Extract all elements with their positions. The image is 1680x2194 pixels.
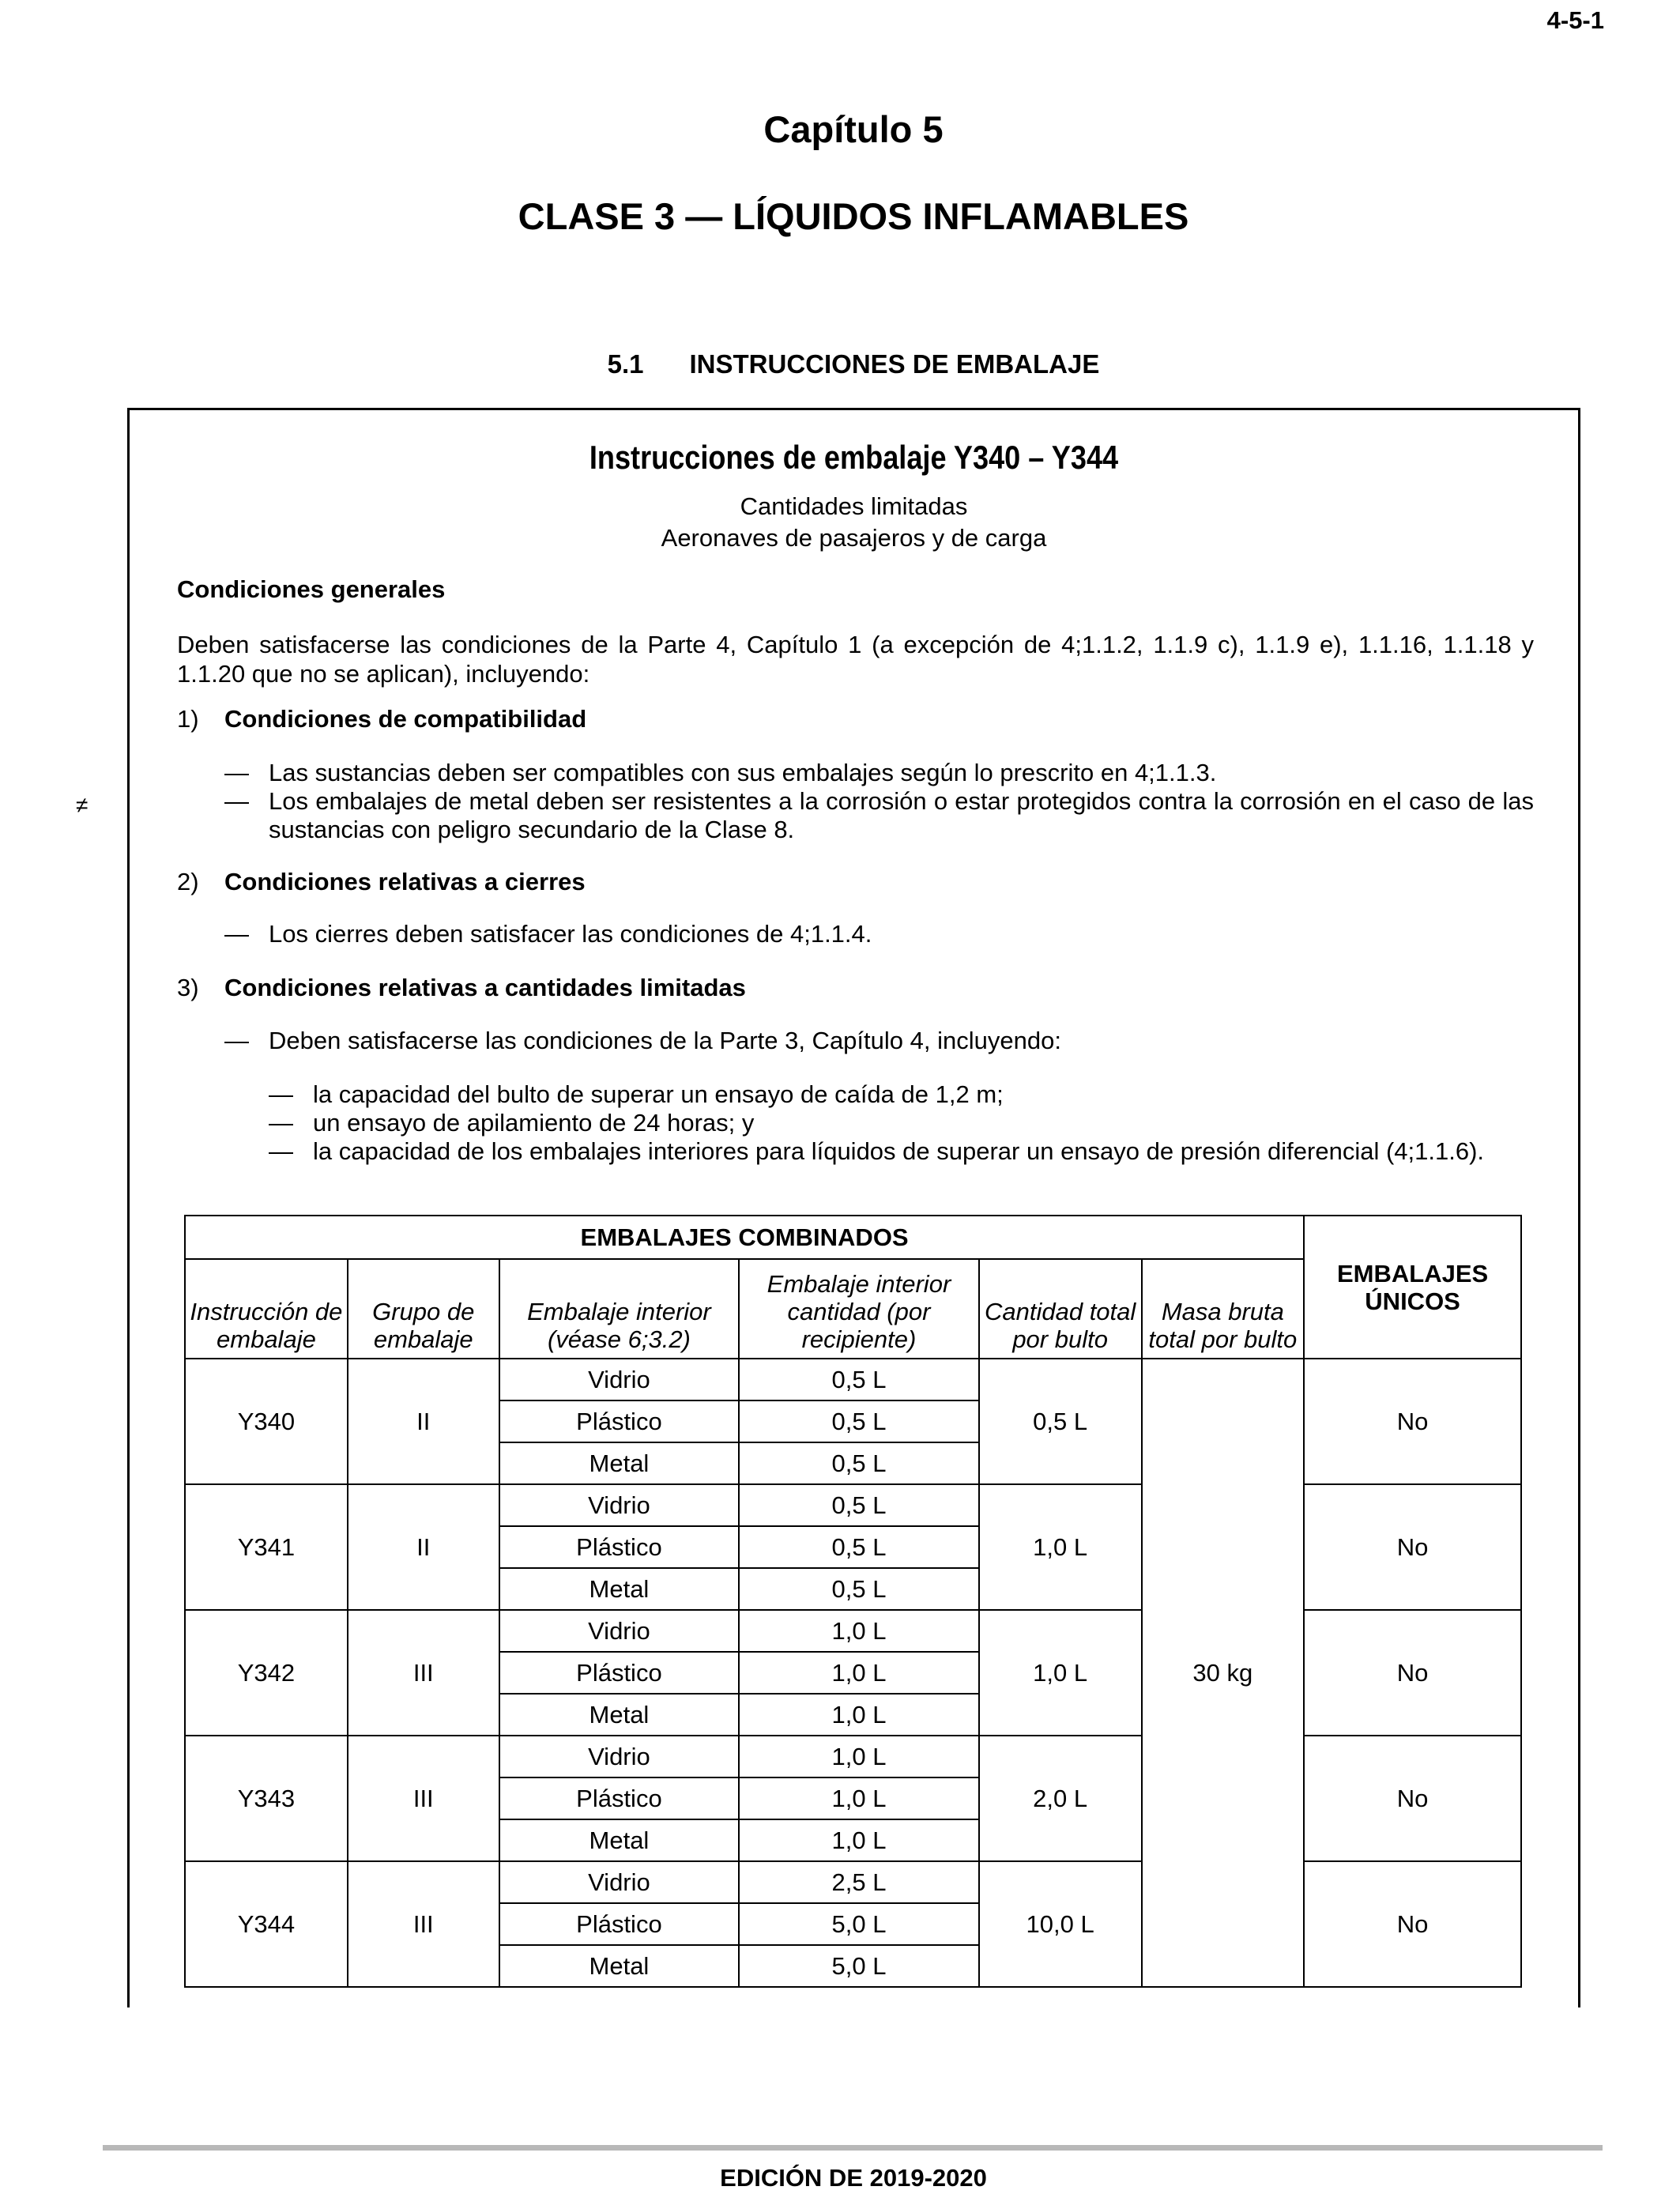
condition-2-item-1 (224, 920, 1534, 948)
inner-packaging-cell: Vidrio (499, 1359, 740, 1400)
condition-2-item-1-text: Los cierres deben satisfacer las condiciones de 4;1.1.4. (269, 920, 872, 948)
inner-packaging-cell: Plástico (499, 1652, 740, 1694)
table-row (185, 1861, 1521, 1903)
column-header-total-quantity: Cantidad total por bulto (979, 1259, 1142, 1359)
column-header-instruction: Instrucción de embalaje (185, 1259, 348, 1359)
inner-packaging-cell: Vidrio (499, 1484, 740, 1526)
table-row (185, 1359, 1521, 1400)
inner-quantity-cell: 5,0 L (739, 1903, 979, 1945)
inner-packaging-cell: Metal (499, 1568, 740, 1610)
packing-instruction-title: Instrucciones de embalaje Y340 – Y344 (589, 439, 1119, 476)
inner-quantity-cell: 1,0 L (739, 1652, 979, 1694)
condition-3-item-1-text: Deben satisfacerse las condiciones de la Parte 3, Capítulo 4, incluyendo: (269, 1027, 1061, 1054)
condition-1-item-2 (224, 787, 1534, 844)
condition-1-item-1-text: Las sustancias deben ser compatibles con sus embalajes según lo prescrito en 4;1.1.3. (269, 759, 1217, 786)
inner-quantity-cell: 1,0 L (739, 1819, 979, 1861)
condition-2-title: Condiciones relativas a cierres (224, 868, 586, 895)
column-header-inner-packaging: Embalaje interior (véase 6;3.2) (499, 1259, 740, 1359)
column-header-gross-mass: Masa bruta total por bulto (1142, 1259, 1305, 1359)
single-packaging-cell: No (1304, 1359, 1521, 1484)
condition-3-subitem-3-text: la capacidad de los embalajes interiores para líquidos de superar un ensayo de presión diferencial (4;1.1.6). (313, 1137, 1485, 1165)
inner-quantity-cell: 0,5 L (739, 1400, 979, 1442)
inner-quantity-cell: 1,0 L (739, 1736, 979, 1777)
single-packaging-cell: No (1304, 1861, 1521, 1987)
revision-mark: ≠ (76, 793, 89, 817)
class-title: CLASE 3 — LÍQUIDOS INFLAMABLES (518, 195, 1189, 237)
packaging-table (184, 1215, 1522, 1988)
single-packagings-header: EMBALAJES ÚNICOS (1304, 1216, 1521, 1359)
inner-quantity-cell: 0,5 L (739, 1359, 979, 1400)
inner-packaging-cell: Metal (499, 1442, 740, 1484)
packing-group-cell: III (348, 1861, 499, 1987)
inner-quantity-cell: 0,5 L (739, 1526, 979, 1568)
dash-bullet: — (269, 1080, 293, 1108)
condition-3-subitem-3 (269, 1137, 1534, 1166)
inner-quantity-cell: 2,5 L (739, 1861, 979, 1903)
inner-packaging-cell: Plástico (499, 1400, 740, 1442)
condition-3-subitem-1-text: la capacidad del bulto de superar un ensayo de caída de 1,2 m; (313, 1080, 1004, 1108)
inner-quantity-cell: 5,0 L (739, 1945, 979, 1987)
inner-quantity-cell: 1,0 L (739, 1777, 979, 1819)
section-title: INSTRUCCIONES DE EMBALAJE (689, 349, 1100, 379)
page-number: 4-5-1 (1546, 6, 1604, 34)
condition-2-number: 2) (177, 868, 199, 895)
general-conditions-heading: Condiciones generales (177, 575, 446, 603)
dash-bullet: — (269, 1109, 293, 1137)
packing-instruction-subtitle-1: Cantidades limitadas (740, 492, 968, 520)
condition-3-number: 3) (177, 974, 199, 1001)
instruction-cell: Y341 (185, 1484, 348, 1610)
condition-3-subitem-2-text: un ensayo de apilamiento de 24 horas; y (313, 1109, 755, 1137)
inner-packaging-cell: Metal (499, 1945, 740, 1987)
instruction-cell: Y342 (185, 1610, 348, 1736)
packing-group-cell: II (348, 1359, 499, 1484)
section-number: 5.1 (607, 349, 644, 379)
packing-group-cell: II (348, 1484, 499, 1610)
packing-group-cell: III (348, 1610, 499, 1736)
single-packaging-cell: No (1304, 1736, 1521, 1861)
condition-1-heading (177, 704, 1534, 736)
inner-packaging-cell: Vidrio (499, 1861, 740, 1903)
column-header-group: Grupo de embalaje (348, 1259, 499, 1359)
inner-packaging-cell: Plástico (499, 1526, 740, 1568)
instruction-cell: Y344 (185, 1861, 348, 1987)
condition-3-title: Condiciones relativas a cantidades limitadas (224, 974, 746, 1001)
condition-3-item-1 (224, 1027, 1534, 1055)
inner-packaging-cell: Metal (499, 1694, 740, 1736)
condition-1-number: 1) (177, 705, 199, 733)
inner-quantity-cell: 0,5 L (739, 1442, 979, 1484)
condition-1-item-2-text: Los embalajes de metal deben ser resistentes a la corrosión o estar protegidos contra la corrosión en el caso de las sustancias con peligro secundario de la Clase 8. (269, 787, 1534, 843)
general-conditions-text: Deben satisfacerse las condiciones de la Parte 4, Capítulo 1 (a excepción de 4;1.1.2, 1.1.9 c), 1.1.9 e), 1.1.16, 1.1.18 y 1.1.20 que no se aplican), incluyendo: (177, 631, 1534, 688)
combined-packagings-header: EMBALAJES COMBINADOS (185, 1216, 1304, 1259)
dash-bullet: — (224, 920, 249, 948)
single-packaging-cell: No (1304, 1610, 1521, 1736)
instruction-cell: Y340 (185, 1359, 348, 1484)
condition-3-heading (177, 973, 1534, 1005)
table-row (185, 1610, 1521, 1652)
edition-footer: EDICIÓN DE 2019-2020 (720, 2164, 987, 2192)
dash-bullet: — (269, 1137, 293, 1165)
inner-packaging-cell: Vidrio (499, 1610, 740, 1652)
total-quantity-cell: 2,0 L (979, 1736, 1142, 1861)
total-quantity-cell: 0,5 L (979, 1359, 1142, 1484)
packing-group-cell: III (348, 1736, 499, 1861)
footer-divider (103, 2145, 1603, 2151)
dash-bullet: — (224, 1027, 249, 1054)
table-row (185, 1736, 1521, 1777)
inner-packaging-cell: Vidrio (499, 1736, 740, 1777)
condition-2-heading (177, 867, 1534, 899)
packing-instruction-subtitle-2: Aeronaves de pasajeros y de carga (661, 524, 1047, 552)
inner-quantity-cell: 1,0 L (739, 1610, 979, 1652)
inner-quantity-cell: 0,5 L (739, 1484, 979, 1526)
total-quantity-cell: 1,0 L (979, 1610, 1142, 1736)
section-heading (0, 349, 1680, 379)
condition-1-title: Condiciones de compatibilidad (224, 705, 587, 733)
condition-3-subitem-1 (269, 1080, 1534, 1109)
inner-quantity-cell: 0,5 L (739, 1568, 979, 1610)
inner-packaging-cell: Plástico (499, 1903, 740, 1945)
dash-bullet: — (224, 787, 249, 815)
table-row (185, 1484, 1521, 1526)
single-packaging-cell: No (1304, 1484, 1521, 1610)
dash-bullet: — (224, 759, 249, 786)
chapter-title: Capítulo 5 (763, 108, 944, 150)
inner-quantity-cell: 1,0 L (739, 1694, 979, 1736)
inner-packaging-cell: Metal (499, 1819, 740, 1861)
condition-3-subitem-2 (269, 1109, 1534, 1137)
total-quantity-cell: 10,0 L (979, 1861, 1142, 1987)
inner-packaging-cell: Plástico (499, 1777, 740, 1819)
condition-1-item-1 (224, 759, 1534, 787)
column-header-inner-quantity: Embalaje interior cantidad (por recipiente) (739, 1259, 979, 1359)
total-quantity-cell: 1,0 L (979, 1484, 1142, 1610)
gross-mass-cell: 30 kg (1142, 1359, 1305, 1987)
instruction-cell: Y343 (185, 1736, 348, 1861)
